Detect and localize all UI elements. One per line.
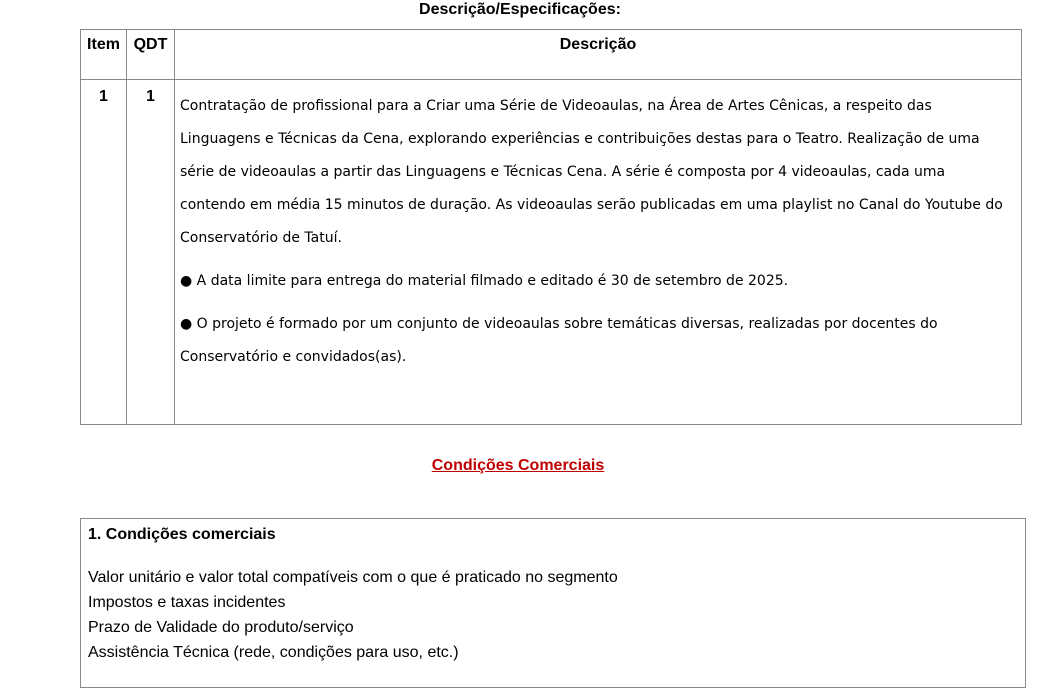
conditions-heading: 1. Condições comerciais (88, 526, 276, 543)
header-qdt: QDT (127, 30, 175, 80)
conditions-item: Assistência Técnica (rede, condições para uso, etc.) (88, 644, 459, 661)
header-item: Item (81, 30, 127, 80)
cell-descricao (175, 80, 1022, 425)
description-bullet-project: ● O projeto é formado por um conjunto de videoaulas sobre temáticas diversas, realizadas por docentes do Conservatório e convidados(as). (180, 316, 938, 365)
page-title: Descrição/Especificações: (419, 1, 621, 18)
conditions-item: Impostos e taxas incidentes (88, 594, 286, 611)
specification-table (80, 29, 1022, 425)
description-paragraph: Contratação de profissional para a Criar uma Série de Videoaulas, na Área de Artes Cênicas, a respeito das Linguagens e Técnicas da Cena, explorando experiências e contribuições destas para o Teatro. Realização de uma série de videoaulas a partir das Linguagens e Técnicas Cena. A série é composta por 4 videoaulas, cada uma contendo em média 15 minutos de duração. As videoaulas serão publicadas em uma playlist no Canal do Youtube do Conservatório de Tatuí. (180, 98, 1003, 246)
section-title-condicoes: Condições Comerciais (431, 457, 605, 474)
conditions-item: Valor unitário e valor total compatíveis com o que é praticado no segmento (88, 569, 618, 586)
table-row (81, 80, 1022, 425)
cell-item: 1 (81, 80, 127, 425)
cell-qdt: 1 (127, 80, 175, 425)
conditions-item: Prazo de Validade do produto/serviço (88, 619, 354, 636)
description-bullet-deadline: ● A data limite para entrega do material filmado e editado é 30 de setembro de 2025. (180, 273, 789, 289)
table-header-row (81, 30, 1022, 80)
conditions-box (80, 518, 1026, 688)
header-descricao: Descrição (175, 30, 1022, 80)
